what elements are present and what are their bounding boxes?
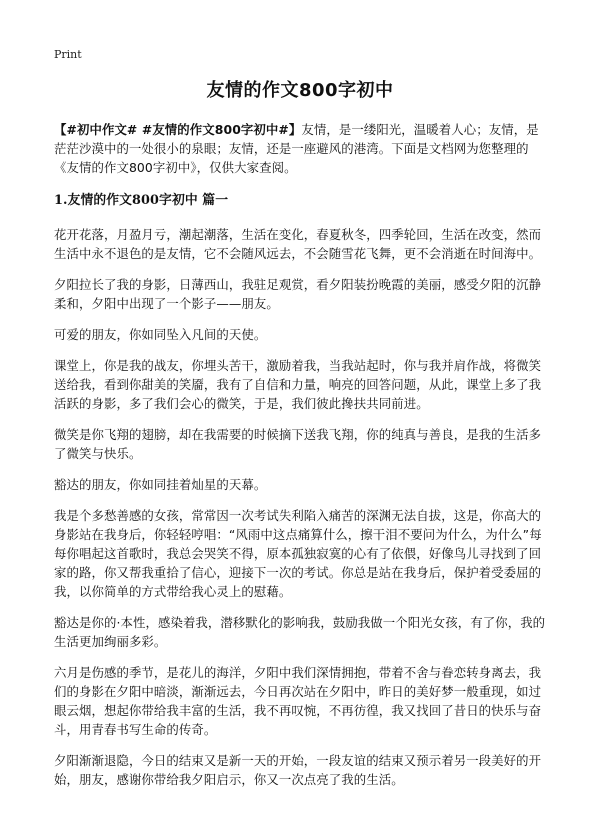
- paragraph-1: 花开花落，月盈月亏，潮起潮落，生活在变化，春夏秋冬，四季轮回，生活在改变，然而生活中永不退色的是友情，它不会随风远去，不会随雪花飞舞，更不会消逝在时间海中。: [54, 227, 542, 261]
- paragraph-2: 夕阳拉长了我的身影，日薄西山，我驻足观赏，看夕阳装扮晚霞的美丽，感受夕阳的沉静柔和，夕阳中出现了一个影子——朋友。: [54, 277, 542, 311]
- intro-tag: 【#初中作文# #友情的作文800字初中#】: [54, 122, 302, 137]
- intro-text: 友情，是一缕阳光，温暖着人心；友情，是茫茫沙漠中的一处很小的泉眼；友情，还是一座避风的港湾。下面是文档网为您整理的《友情的作文800字初中》，仅供大家查阅。: [54, 122, 539, 175]
- paragraph-6: 豁达的朋友，你如同挂着灿星的天幕。: [54, 477, 267, 492]
- paragraph-4: 课堂上，你是我的战友，你埋头苦干，激励着我，当我站起时，你与我并肩作战，将微笑送给我，看到你甜美的笑靥，我有了自信和力量，响亮的回答问题，从此，课堂上多了我活跃的身影，多了我们会心的微笑，于是，我们彼此搀扶共同前进。: [54, 358, 542, 411]
- print-link[interactable]: Print: [54, 48, 82, 61]
- paragraph-5: 微笑是你飞翔的翅膀，却在我需要的时候摘下送我飞翔，你的纯真与善良，是我的生活多了微笑与快乐。: [54, 427, 542, 461]
- intro-paragraph: [54, 120, 546, 177]
- paragraph-8: 豁达是你的·本性，感染着我，潜移默化的影响我，鼓励我做一个阳光女孩，有了你，我的生活更加绚丽多彩。: [54, 615, 546, 649]
- page-title: 友情的作文800字初中: [206, 80, 394, 101]
- paragraph-3: 可爱的朋友，你如同坠入凡间的天使。: [54, 327, 267, 342]
- article-body: [54, 120, 546, 801]
- section-heading: 1.友情的作文800字初中 篇一: [54, 193, 229, 208]
- paragraph-7: 我是个多愁善感的女孩，常常因一次考试失利陷入痛苦的深渊无法自拔，这是，你高大的身影站在我身后，你轻轻哼唱：“风雨中这点痛算什么，擦干泪不要问为什么，为什么”每每你唱起这首歌时，我总会哭笑不得，原本孤独寂寞的心有了依偎，好像鸟儿寻找到了回家的路，你又帮我重拾了信心，迎接下一次的考试。你总是站在我身后，保护着受委屈的我，以你简单的方式带给我心灵上的慰藉。: [54, 508, 542, 599]
- paragraph-9: 六月是伤感的季节，是花儿的海洋，夕阳中我们深情拥抱，带着不舍与眷恋转身离去，我们的身影在夕阳中暗淡，渐渐远去，今日再次站在夕阳中，昨日的美好梦一般重现，如过眼云烟，想起你带给我丰富的生活，我不再叹惋，不再彷徨，我又找回了昔日的快乐与奋斗，用青春书写生命的传奇。: [54, 665, 542, 737]
- paragraph-10: 夕阳渐渐退隐，今日的结束又是新一天的开始，一段友谊的结束又预示着另一段美好的开始，朋友，感谢你带给我夕阳启示，你又一次点亮了我的生活。: [54, 753, 542, 787]
